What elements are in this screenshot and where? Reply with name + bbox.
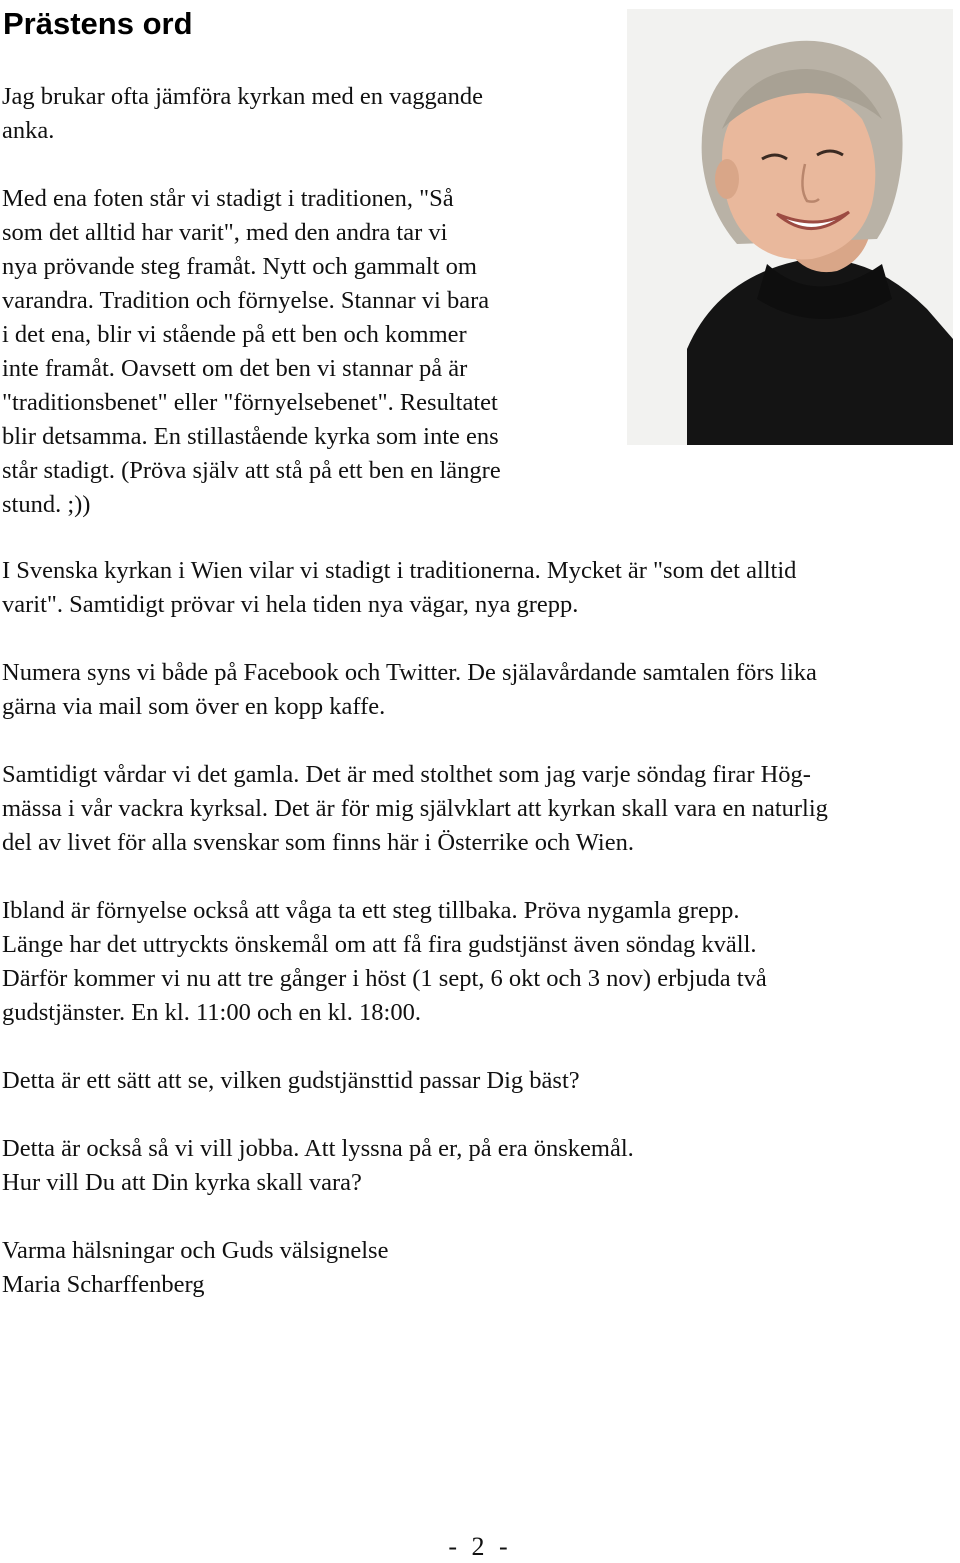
text-line: nya prövande steg framåt. Nytt och gammalt om (2, 253, 477, 280)
text-line: mässa i vår vackra kyrksal. Det är för mig självklart att kyrkan skall vara en naturlig (2, 795, 828, 822)
text-line: Samtidigt vårdar vi det gamla. Det är med stolthet som jag varje söndag firar Hög- (2, 761, 811, 788)
portrait-illustration (627, 9, 953, 445)
author-name: Maria Scharffenberg (2, 1271, 205, 1298)
text-line: inte framåt. Oavsett om det ben vi stannar på är (2, 355, 468, 382)
text-line: "traditionsbenet" eller "förnyelsebenet". Resultatet (2, 389, 498, 416)
intro-paragraph (2, 80, 602, 148)
text-line: stund. ;)) (2, 491, 91, 518)
body-paragraph (2, 1064, 958, 1098)
text-line: Detta är också så vi vill jobba. Att lyssna på er, på era önskemål. (2, 1135, 634, 1162)
page-number: - 2 - (448, 1532, 512, 1561)
text-line: gärna via mail som över en kopp kaffe. (2, 693, 386, 720)
text-line: Med ena foten står vi stadigt i traditionen, "Så (2, 185, 454, 212)
text-line: varandra. Tradition och förnyelse. Stannar vi bara (2, 287, 490, 314)
body-text (2, 554, 958, 1302)
page-title: Prästens ord (3, 6, 193, 41)
text-line: Ibland är förnyelse också att våga ta ett steg tillbaka. Pröva nygamla grepp. (2, 897, 740, 924)
signature-block (2, 1234, 958, 1302)
text-line: blir detsamma. En stillastående kyrka som inte ens (2, 423, 499, 450)
text-line: Därför kommer vi nu att tre gånger i höst (1 sept, 6 okt och 3 nov) erbjuda två (2, 965, 767, 992)
text-line: I Svenska kyrkan i Wien vilar vi stadigt i traditionerna. Mycket är "som det alltid (2, 557, 797, 584)
body-paragraph (2, 894, 958, 1030)
body-paragraph (2, 758, 958, 860)
text-line: del av livet för alla svenskar som finns här i Österrike och Wien. (2, 829, 634, 856)
body-paragraph (2, 1132, 958, 1200)
text-line: som det alltid har varit", med den andra tar vi (2, 219, 448, 246)
text-line: Numera syns vi både på Facebook och Twitter. De själavårdande samtalen förs lika (2, 659, 817, 686)
text-line: anka. (2, 117, 55, 144)
text-line: varit". Samtidigt prövar vi hela tiden nya vägar, nya grepp. (2, 591, 579, 618)
text-line: Hur vill Du att Din kyrka skall vara? (2, 1169, 362, 1196)
text-line: står stadigt. (Pröva själv att stå på ett ben en längre (2, 457, 501, 484)
text-line: i det ena, blir vi stående på ett ben och kommer (2, 321, 467, 348)
text-line: Jag brukar ofta jämföra kyrkan med en vaggande (2, 83, 483, 110)
intro-text (2, 80, 602, 522)
body-paragraph (2, 656, 958, 724)
text-line: Länge har det uttryckts önskemål om att få fira gudstjänst även söndag kväll. (2, 931, 757, 958)
author-photo (627, 9, 953, 445)
closing-greeting: Varma hälsningar och Guds välsignelse (2, 1237, 389, 1264)
text-line: Detta är ett sätt att se, vilken gudstjänsttid passar Dig bäst? (2, 1067, 580, 1094)
text-line: gudstjänster. En kl. 11:00 och en kl. 18:00. (2, 999, 421, 1026)
intro-paragraph (2, 182, 602, 522)
body-paragraph (2, 554, 958, 622)
